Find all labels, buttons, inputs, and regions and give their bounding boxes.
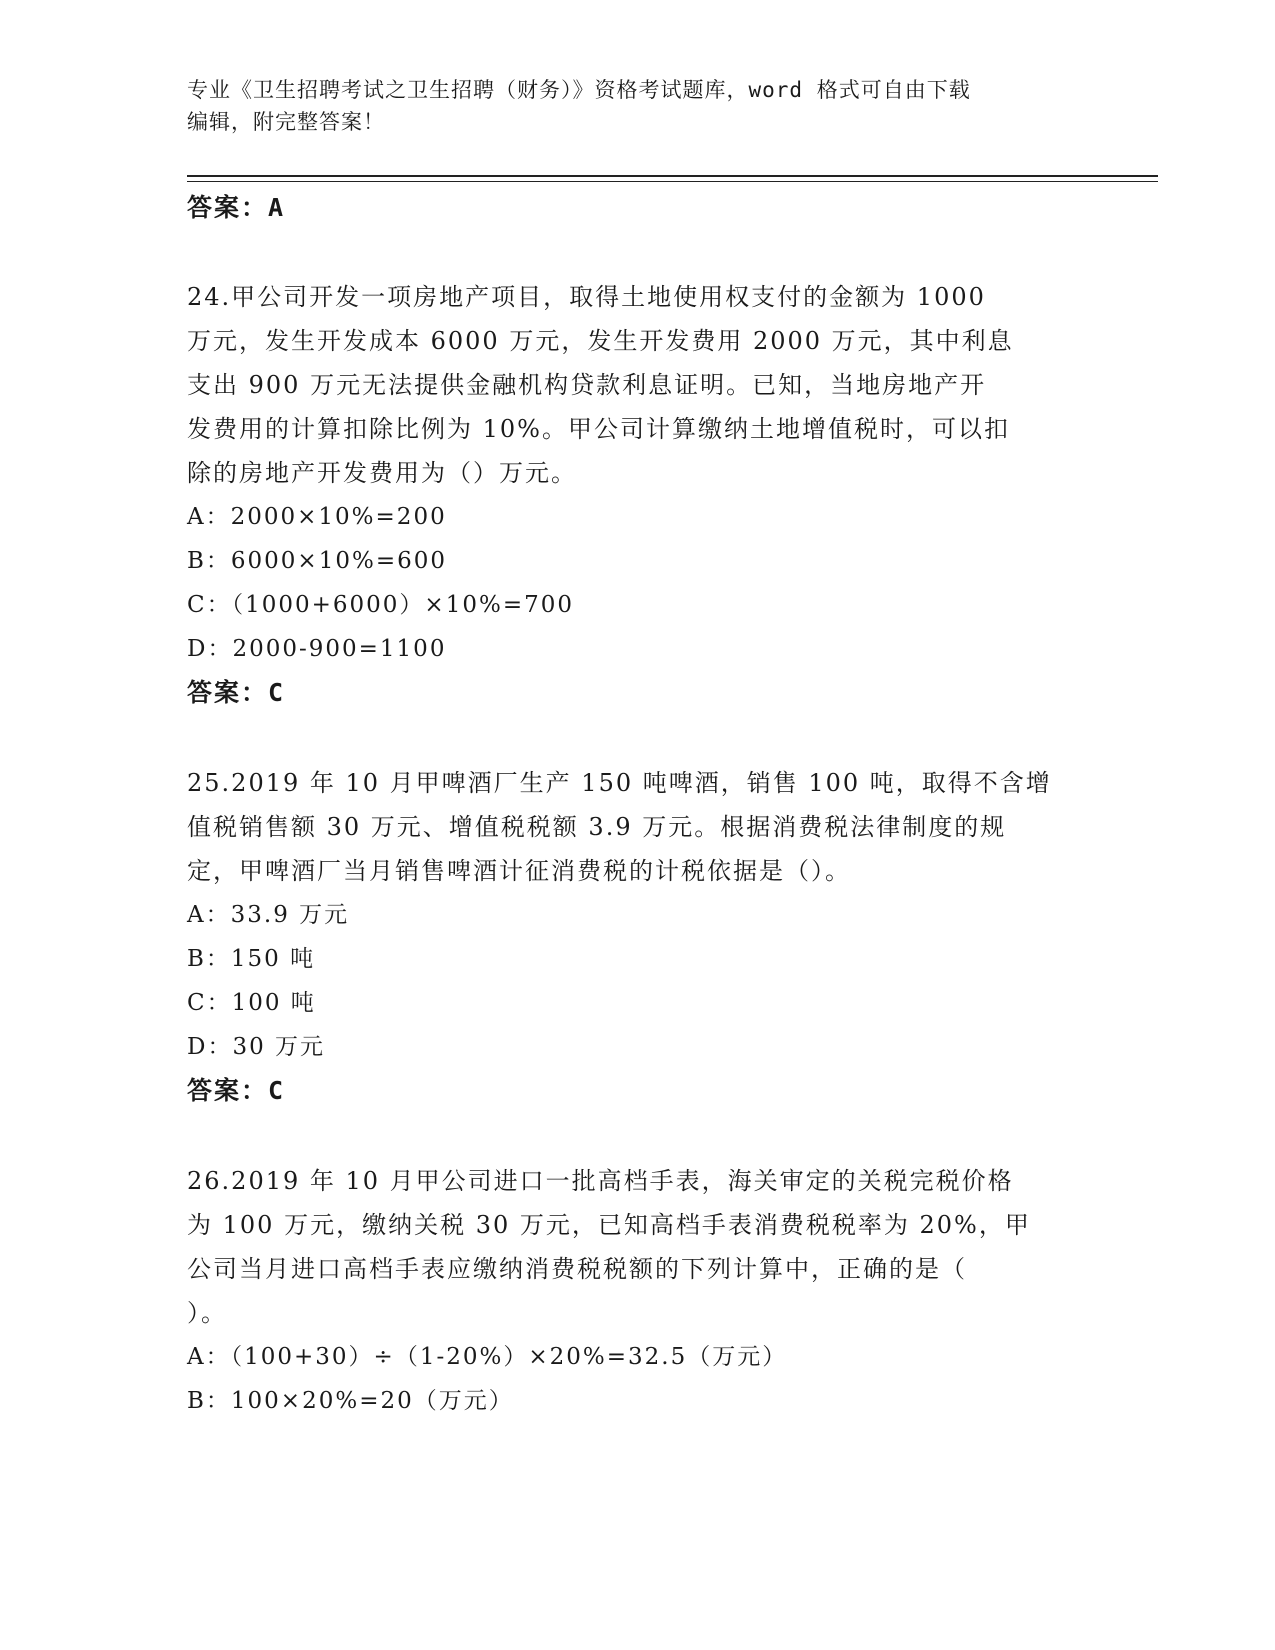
question-25-line-1: 25.2019 年 10 月甲啤酒厂生产 150 吨啤酒，销售 100 吨，取得不含增 <box>187 769 1052 797</box>
question-24-option-a: A：2000×10%=200 <box>187 504 447 530</box>
question-25-option-d: D：30 万元 <box>187 1034 326 1060</box>
question-24-line-4: 发费用的计算扣除比例为 10%。甲公司计算缴纳土地增值税时，可以扣 <box>187 415 1010 443</box>
question-26-option-a: A：（100+30）÷（1-20%）×20%=32.5（万元） <box>187 1344 788 1370</box>
question-26-line-1: 26.2019 年 10 月甲公司进口一批高档手表，海关审定的关税完税价格 <box>187 1167 1014 1195</box>
question-25-option-c: C：100 吨 <box>187 990 316 1016</box>
question-25-line-3: 定，甲啤酒厂当月销售啤酒计征消费税的计税依据是（）。 <box>187 857 851 885</box>
question-24-option-d: D：2000-900=1100 <box>187 636 447 662</box>
question-24-line-3: 支出 900 万元无法提供金融机构贷款利息证明。已知，当地房地产开 <box>187 371 987 399</box>
question-24-option-c: C：（1000+6000）×10%=700 <box>187 592 574 618</box>
question-25-line-2: 值税销售额 30 万元、增值税税额 3.9 万元。根据消费税法律制度的规 <box>187 813 1007 841</box>
header-line-2: 编辑，附完整答案！ <box>187 110 385 134</box>
question-26-option-b: B：100×20%=20（万元） <box>187 1388 514 1414</box>
question-24-line-2: 万元，发生开发成本 6000 万元，发生开发费用 2000 万元，其中利息 <box>187 327 1014 355</box>
question-24-option-b: B：6000×10%=600 <box>187 548 447 574</box>
page-header <box>187 74 1087 138</box>
question-25-option-b: B：150 吨 <box>187 946 316 972</box>
question-24-answer: 答案：C <box>187 678 286 707</box>
question-24-line-1: 24.甲公司开发一项房地产项目，取得土地使用权支付的金额为 1000 <box>187 283 986 311</box>
question-26-line-4: ）。 <box>187 1299 227 1327</box>
question-25-answer: 答案：C <box>187 1076 286 1105</box>
question-26-line-3: 公司当月进口高档手表应缴纳消费税税额的下列计算中，正确的是（ <box>187 1255 967 1283</box>
previous-answer: 答案：A <box>187 193 286 222</box>
header-rule-thin <box>187 181 1158 182</box>
question-26-line-2: 为 100 万元，缴纳关税 30 万元，已知高档手表消费税税率为 20%，甲 <box>187 1211 1031 1239</box>
question-24-line-5: 除的房地产开发费用为（）万元。 <box>187 459 577 487</box>
header-rule-thick <box>187 175 1158 177</box>
question-25-option-a: A：33.9 万元 <box>187 902 350 928</box>
header-line-1: 专业《卫生招聘考试之卫生招聘（财务）》资格考试题库，word 格式可自由下载 <box>187 78 971 102</box>
